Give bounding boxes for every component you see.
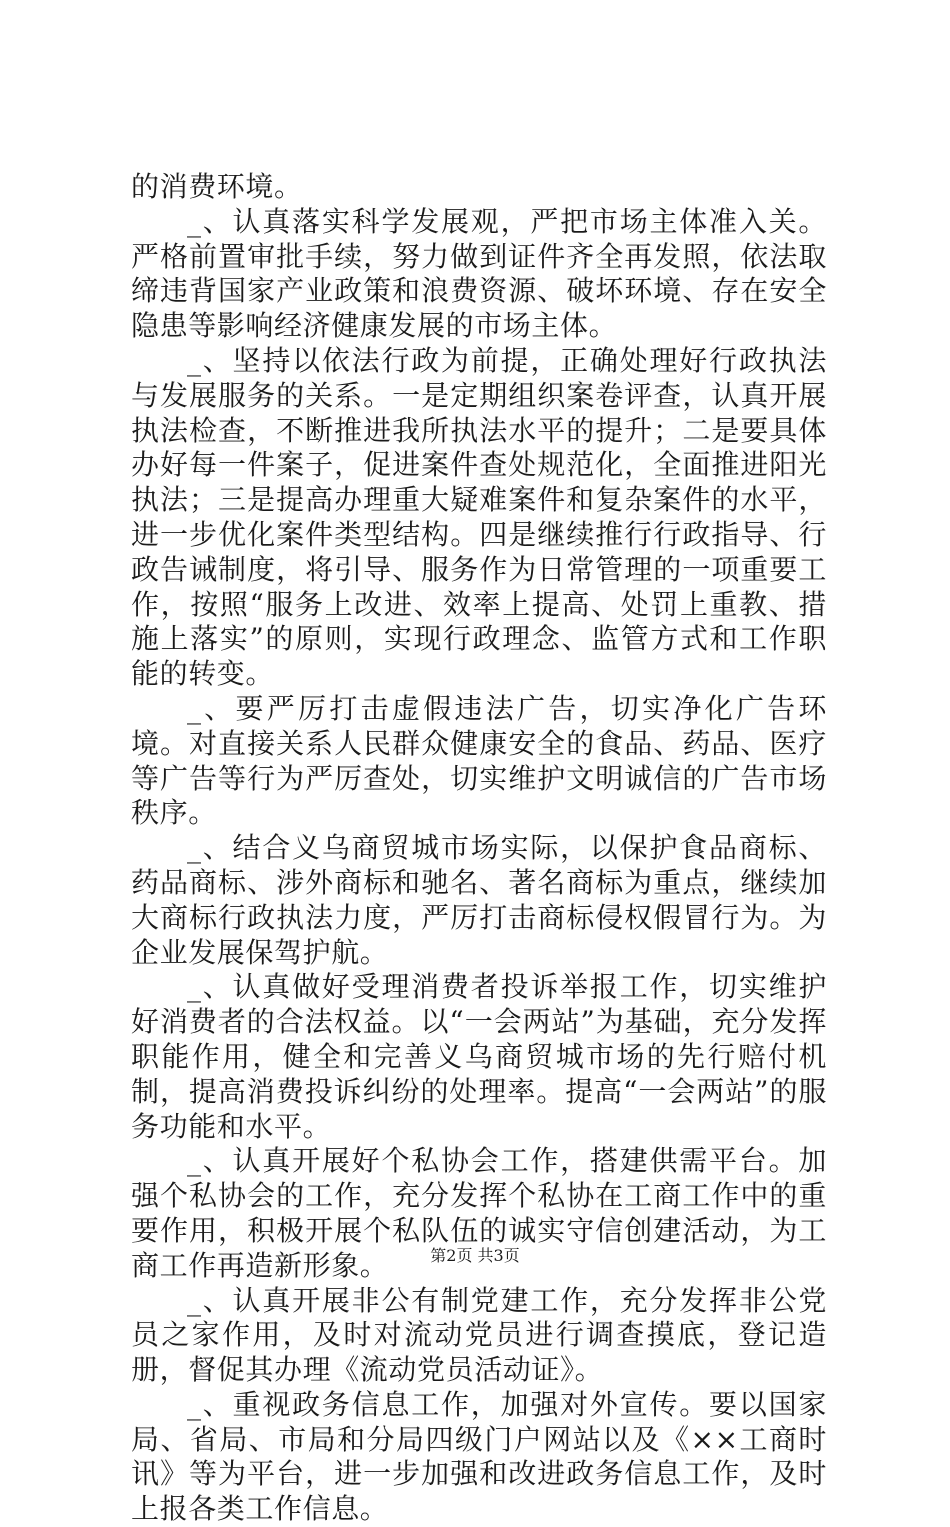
document-body (131, 170, 827, 1527)
page-footer (0, 1246, 950, 1266)
paragraph-private-association: _、认真开展好个私协会工作，搭建供需平台。加强个私协会的工作，充分发挥个私协在工商工作中的重要作用，积极开展个私队伍的诚实守信创建活动，为工商工作再造新形象。 (131, 1144, 827, 1282)
paragraph-trademark: _、结合义乌商贸城市场实际，以保护食品商标、药品商标、涉外商标和驰名、著名商标为重点，继续加大商标行政执法力度，严厉打击商标侵权假冒行为。为企业发展保驾护航。 (131, 831, 827, 969)
paragraph-consumer-complaints: _、认真做好受理消费者投诉举报工作，切实维护好消费者的合法权益。以“一会两站”为基础，充分发挥职能作用，健全和完善义乌商贸城市场的先行赔付机制，提高消费投诉纠纷的处理率。提高“一会两站”的服务功能和水平。 (131, 970, 827, 1143)
page-number: 第2页 (430, 1246, 473, 1265)
paragraph-law-enforcement: _、坚持以依法行政为前提，正确处理好行政执法与发展服务的关系。一是定期组织案卷评查，认真开展执法检查，不断推进我所执法水平的提升；二是要具体办好每一件案子，促进案件查处规范化，全面推进阳光执法；三是提高办理重大疑难案件和复杂案件的水平，进一步优化案件类型结构。四是继续推行行政指导、行政告诫制度，将引导、服务作为日常管理的一项重要工作，按照“服务上改进、效率上提高、处罚上重教、措施上落实”的原则，实现行政理念、监管方式和工作职能的转变。 (131, 343, 827, 691)
paragraph-market-access: _、认真落实科学发展观，严把市场主体准入关。严格前置审批手续，努力做到证件齐全再发照，依法取缔违背国家产业政策和浪费资源、破坏环境、存在安全隐患等影响经济健康发展的市场主体。 (131, 204, 827, 343)
page-total: 共3页 (477, 1246, 520, 1265)
paragraph-party-building: _、认真开展非公有制党建工作，充分发挥非公党员之家作用，及时对流动党员进行调查摸底，登记造册，督促其办理《流动党员活动证》。 (131, 1283, 827, 1387)
paragraph-government-info: _、重视政务信息工作，加强对外宣传。要以国家局、省局、市局和分局四级门户网站以及《××工商时讯》等为平台，进一步加强和改进政务信息工作，及时上报各类工作信息。 (131, 1387, 827, 1526)
paragraph-continuation: 的消费环境。 (131, 170, 303, 203)
paragraph-advertising: _、要严厉打击虚假违法广告，切实净化广告环境。对直接关系人民群众健康安全的食品、药品、医疗等广告等行为严厉查处，切实维护文明诚信的广告市场秩序。 (131, 691, 827, 830)
